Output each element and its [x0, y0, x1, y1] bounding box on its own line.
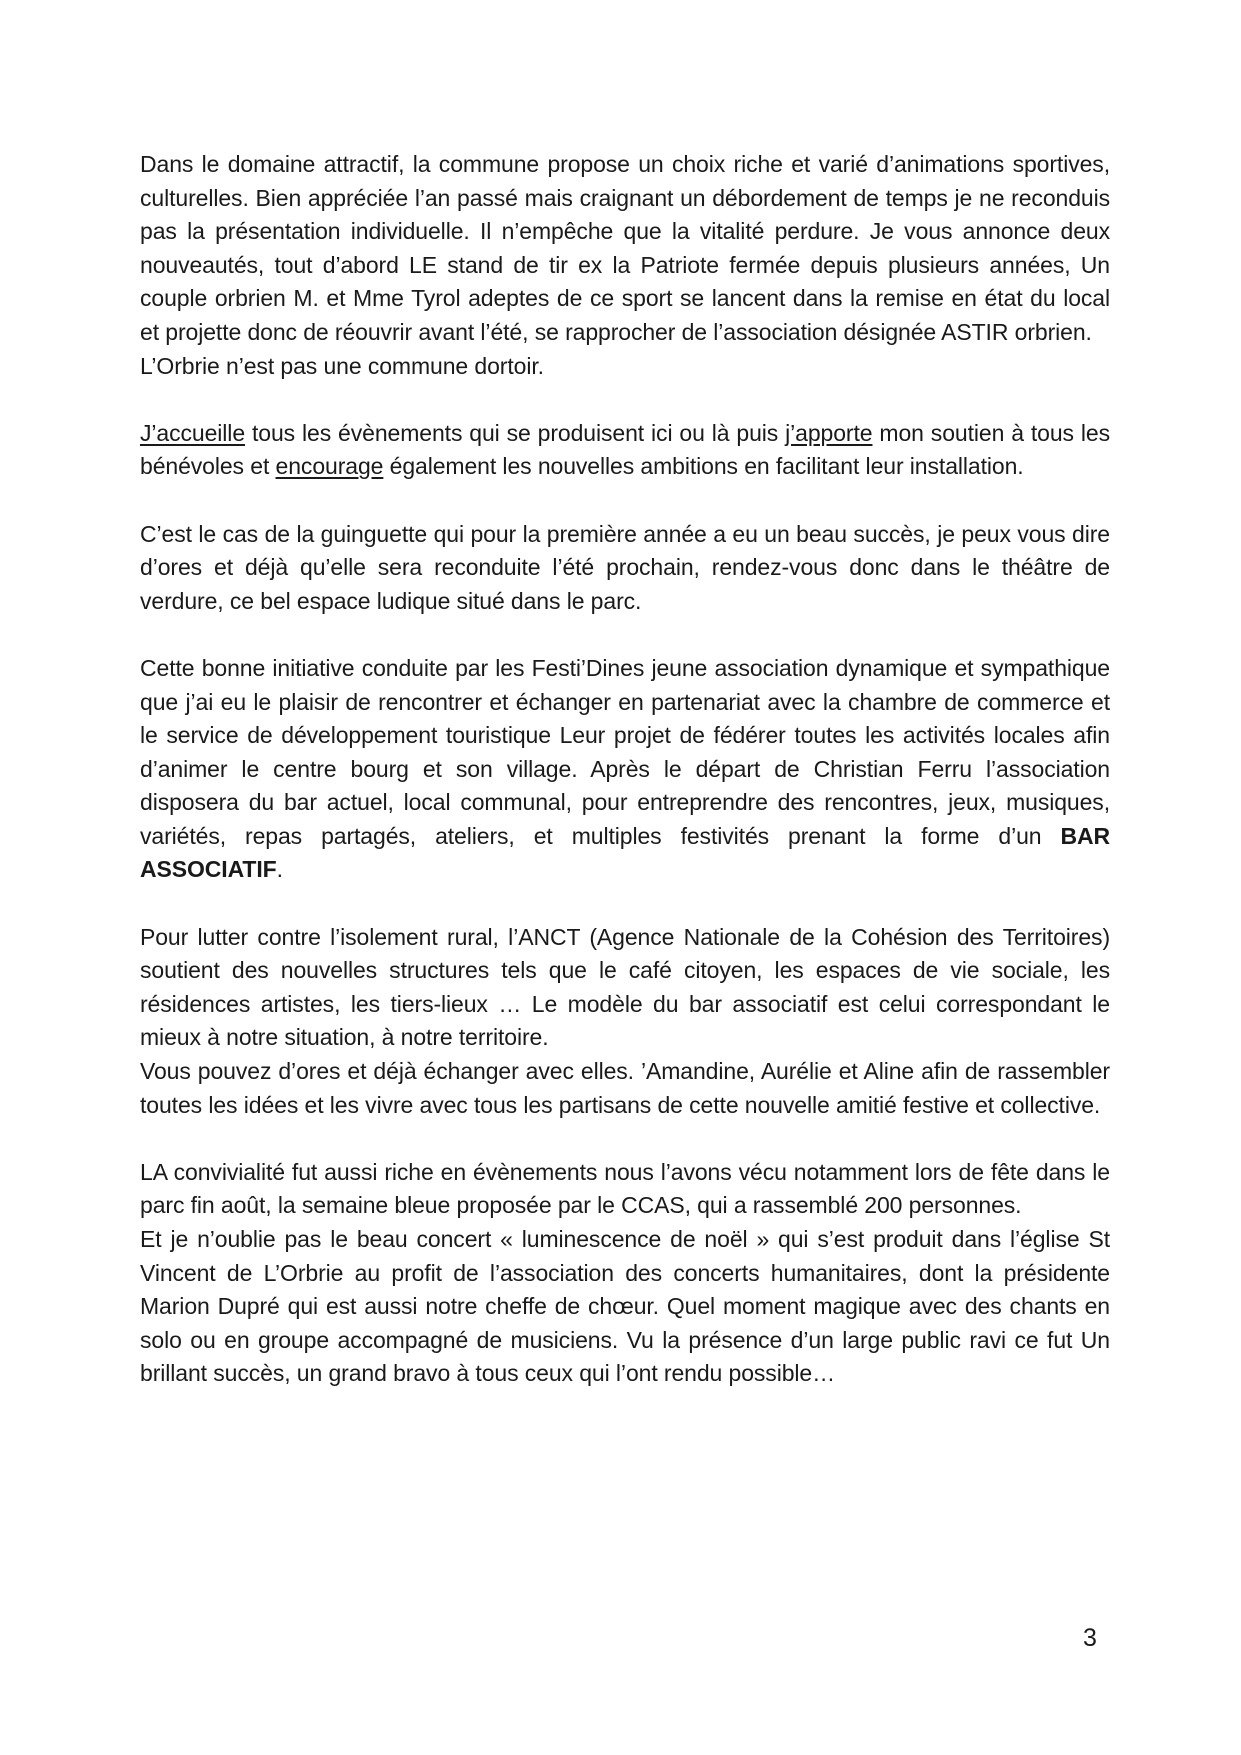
paragraph-dortoir: L’Orbrie n’est pas une commune dortoir. [140, 352, 544, 379]
underlined-word-japporte: j’apporte [785, 419, 873, 446]
text-run: mon soutien à tous les bénévoles et [140, 419, 1110, 480]
section-guinguette [140, 518, 1110, 619]
page-number: 3 [1083, 1624, 1097, 1652]
section-convivialite [140, 1156, 1110, 1391]
text-run: Cette bonne initiative conduite par les Festi’Dines jeune association dynamique et sympathique que j’ai eu le plaisir de rencontrer et échanger en partenariat avec la chambre de commerce et le service de développement touristique Leur projet de fédérer toutes les activités locales afin d’animer le centre bourg et son village. Après le départ de Christian Ferru l’association disposera du bar actuel, local communal, pour entreprendre des rencontres, jeux, musiques, variétés, repas partagés, ateliers, et multiples festivités prenant la forme d’un [140, 654, 1110, 849]
section-anct [140, 921, 1110, 1123]
paragraph-concert: Et je n’oublie pas le beau concert « luminescence de noël » qui s’est produit dans l’église St Vincent de L’Orbrie au profit de l’association des concerts humanitaires, dont la présidente Marion Dupré qui est aussi notre cheffe de chœur. Quel moment magique avec des chants en solo ou en groupe accompagné de musiciens. Vu la présence d’un large public ravi ce fut Un brillant succès, un grand bravo à tous ceux qui l’ont rendu possible… [140, 1226, 1110, 1387]
paragraph-guinguette: C’est le cas de la guinguette qui pour la première année a eu un beau succès, je peux vous dire d’ores et déjà qu’elle sera reconduite l’été prochain, rendez-vous donc dans le théâtre de verdure, ce bel espace ludique situé dans le parc. [140, 520, 1110, 614]
text-run: tous les évènements qui se produisent ici ou là puis [245, 419, 786, 446]
paragraph-convivialite: LA convivialité fut aussi riche en évènements nous l’avons vécu notamment lors de fête dans le parc fin août, la semaine bleue proposée par le CCAS, qui a rassemblé 200 personnes. [140, 1158, 1110, 1219]
page-content [140, 148, 1110, 1391]
section-festidines [140, 652, 1110, 887]
paragraph-intro: Dans le domaine attractif, la commune propose un choix riche et varié d’animations sportives, culturelles. Bien appréciée l’an passé mais craignant un débordement de temps je ne reconduis pas la présentation individuelle. Il n’empêche que la vitalité perdure. Je vous annonce deux nouveautés, tout d’abord LE stand de tir ex la Patriote fermée depuis plusieurs années, Un couple orbrien M. et Mme Tyrol adeptes de ce sport se lancent dans la remise en état du local et projette donc de réouvrir avant l’été, se rapprocher de l’association désignée ASTIR orbrien. [140, 151, 1110, 345]
underlined-word-encourage: encourage [275, 453, 384, 480]
underlined-word-jaccueille: J’accueille [140, 419, 246, 446]
paragraph-festidines [140, 652, 1110, 887]
text-run: . [276, 856, 283, 883]
section-accueil [140, 417, 1110, 484]
bold-bar-associatif: BAR ASSOCIATIF [140, 822, 1110, 883]
paragraph-anct: Pour lutter contre l’isolement rural, l’ANCT (Agence Nationale de la Cohésion des Territoires) soutient des nouvelles structures tels que le café citoyen, les espaces de vie sociale, les résidences artistes, les tiers-lieux … Le modèle du bar associatif est celui correspondant le mieux à notre situation, à notre territoire. [140, 923, 1110, 1051]
paragraph-accueil [140, 417, 1110, 484]
section-intro [140, 148, 1110, 383]
paragraph-amandine: Vous pouvez d’ores et déjà échanger avec elles. ’Amandine, Aurélie et Aline afin de rassembler toutes les idées et les vivre avec tous les partisans de cette nouvelle amitié festive et collective. [140, 1058, 1110, 1118]
text-run: également les nouvelles ambitions en facilitant leur installation. [383, 453, 1024, 480]
